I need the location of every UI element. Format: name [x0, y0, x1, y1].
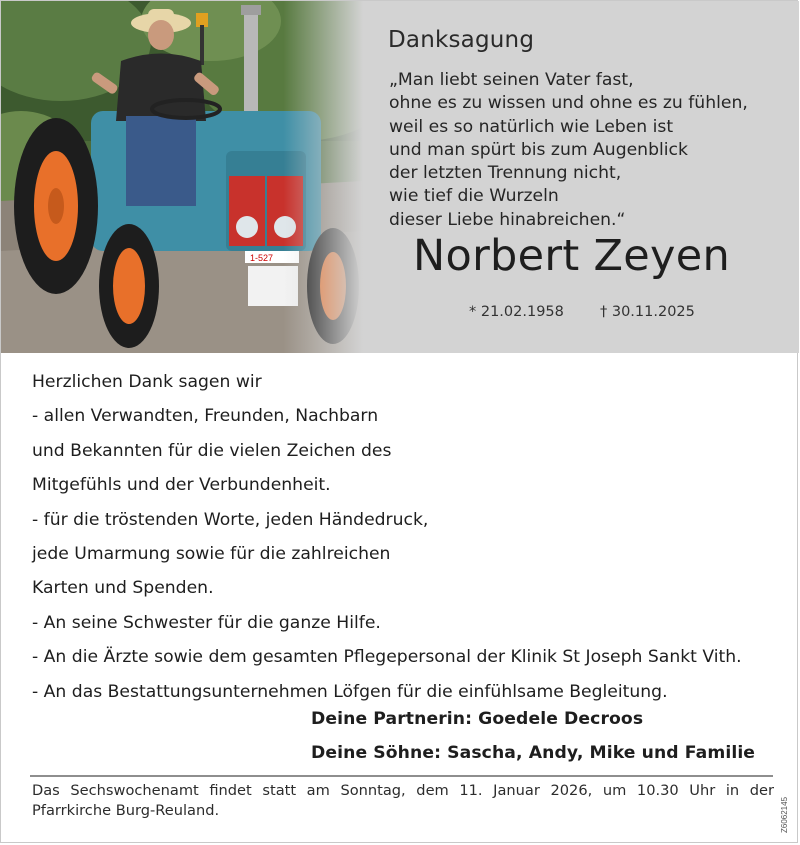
ad-code: Z6062145 [780, 796, 789, 833]
signature-sons: Deine Söhne: Sascha, Andy, Mike und Familie [311, 743, 756, 763]
quote-line: und man spürt bis zum Augenblick [389, 139, 688, 160]
quote-line: „Man liebt seinen Vater fast, [389, 70, 634, 90]
text-line: Karten und Spenden. [32, 578, 214, 599]
text-line: Herzlichen Dank sagen wir [32, 372, 262, 392]
notice-header [1, 1, 799, 353]
quote [389, 69, 748, 232]
mass-announcement: Das Sechswochenamt findet statt am Sonntag, dem 11. Januar 2026, um 10.30 Uhr in der Pfarrkirche Burg-Reuland. [32, 782, 774, 819]
divider [30, 775, 773, 777]
quote-line: der letzten Trennung nicht, [389, 163, 622, 184]
text-line: und Bekannten für die vielen Zeichen des [32, 440, 392, 461]
quote-line: wie tief die Wurzeln [389, 186, 559, 207]
text-line: - für die tröstenden Worte, jeden Händedruck, [32, 509, 429, 530]
quote-line: dieser Liebe hinabreichen.“ [389, 209, 626, 230]
text-line: Mitgefühls und der Verbundenheit. [32, 475, 331, 496]
text-line: jede Umarmung sowie für die zahlreichen [32, 543, 391, 564]
death-date: † 30.11.2025 [600, 304, 695, 320]
text-line: - allen Verwandten, Freunden, Nachbarn [32, 406, 379, 427]
thank-you-text [32, 365, 742, 709]
quote-line: weil es so natürlich wie Leben ist [389, 116, 674, 137]
signature-partner: Deine Partnerin: Goedele Decroos [311, 709, 644, 729]
text-line: - An die Ärzte sowie dem gesamten Pflegepersonal der Klinik St Joseph Sankt Vith. [32, 647, 742, 668]
tractor-photo [1, 1, 363, 353]
deceased-name: Norbert Zeyen [413, 231, 731, 281]
birth-date: * 21.02.1958 [469, 304, 564, 320]
quote-line: ohne es zu wissen und ohne es zu fühlen, [389, 93, 748, 114]
text-line: - An seine Schwester für die ganze Hilfe. [32, 612, 381, 633]
text-line: - An das Bestattungsunternehmen Löfgen für die einfühlsame Begleitung. [32, 681, 668, 702]
notice-title: Danksagung [388, 27, 535, 53]
